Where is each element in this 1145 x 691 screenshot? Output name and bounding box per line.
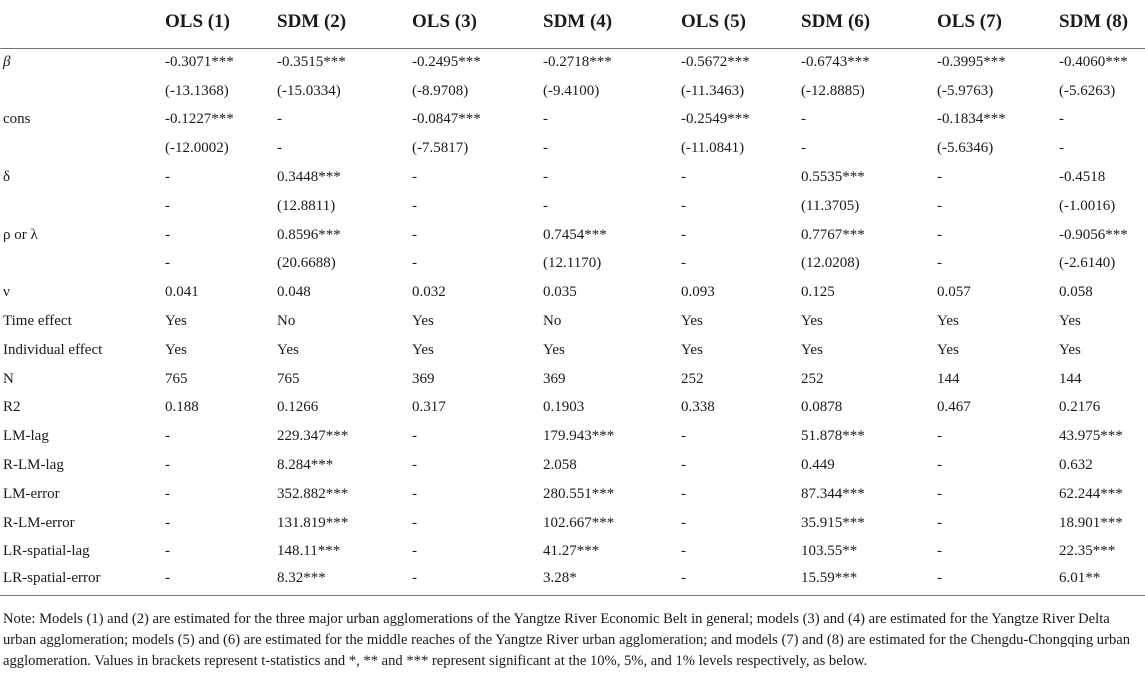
row-label: LM-lag — [3, 428, 49, 445]
table-cell: 0.1266 — [277, 399, 319, 416]
table-cell: No — [277, 313, 296, 330]
table-cell: 179.943*** — [543, 428, 615, 445]
table-cell: -0.3515*** — [277, 54, 346, 71]
table-cell: 15.59*** — [801, 570, 858, 587]
table-cell: 252 — [801, 370, 824, 387]
table-cell: - — [937, 485, 942, 502]
table-row — [0, 106, 1145, 135]
row-label: ρ or λ — [3, 226, 38, 243]
header-row — [0, 0, 1145, 48]
table-cell: 765 — [277, 370, 300, 387]
table-cell: (-1.0016) — [1059, 197, 1116, 214]
table-cell: 369 — [412, 370, 435, 387]
table-cell: 0.7767*** — [801, 226, 865, 243]
row-label: Individual effect — [3, 341, 103, 358]
table-cell: 0.632 — [1059, 457, 1093, 474]
table-cell: - — [681, 570, 686, 587]
table-cell: 3.28* — [543, 570, 577, 587]
table-cell: 41.27*** — [543, 543, 600, 560]
table-cell: - — [937, 197, 942, 214]
table-cell: 0.093 — [681, 284, 715, 301]
table-cell: 0.449 — [801, 457, 835, 474]
table-cell: 0.7454*** — [543, 226, 607, 243]
table-cell: 2.058 — [543, 457, 577, 474]
table-cell: - — [412, 514, 417, 531]
row-label: Time effect — [3, 313, 72, 330]
table-cell: - — [801, 111, 806, 128]
table-cell: - — [681, 457, 686, 474]
table-cell: 0.338 — [681, 399, 715, 416]
table-cell: 8.32*** — [277, 570, 326, 587]
table-cell: (-7.5817) — [412, 140, 469, 157]
table-row — [0, 163, 1145, 192]
table-cell: - — [165, 457, 170, 474]
row-label: R2 — [3, 399, 21, 416]
table-row — [0, 566, 1145, 595]
table-note: Note: Models (1) and (2) are estimated for the three major urban agglomerations of the Yangtze River Economic Belt in general; models (3) and (4) are estimated for the Yangtze River Delta urban agglomeration; models (5) and (6) are estimated for the middle reaches of the Yangtze River urban agglomeration; and models (7) and (8) are estimated for the Chengdu-Chongqing urban agglomeration. Values in brackets represent t-statistics and *, ** and *** represent significant at the 10%, 5%, and 1% levels respectively, as below. — [3, 611, 1131, 669]
table-cell: - — [937, 428, 942, 445]
table-row — [0, 221, 1145, 250]
table-cell: 0.032 — [412, 284, 446, 301]
table-cell: - — [277, 111, 282, 128]
table-cell: 0.048 — [277, 284, 311, 301]
row-label: R-LM-error — [3, 514, 75, 531]
table-cell: - — [165, 543, 170, 560]
table-row — [0, 250, 1145, 279]
table-body — [0, 48, 1145, 595]
table-cell: - — [681, 485, 686, 502]
header-cell-model: OLS (1) — [165, 10, 230, 32]
table-cell: -0.5672*** — [681, 54, 750, 71]
table-cell: - — [412, 457, 417, 474]
table-cell: (20.6688) — [277, 255, 336, 272]
table-cell: - — [412, 197, 417, 214]
table-cell: 0.125 — [801, 284, 835, 301]
table-row — [0, 394, 1145, 423]
table-cell: Yes — [681, 341, 703, 358]
table-cell: 144 — [937, 370, 960, 387]
table-cell: Yes — [1059, 313, 1081, 330]
table-cell: 252 — [681, 370, 704, 387]
table-cell: - — [165, 428, 170, 445]
table-row — [0, 365, 1145, 394]
table-cell: 43.975*** — [1059, 428, 1123, 445]
table-row — [0, 422, 1145, 451]
table-cell: (12.1170) — [543, 255, 602, 272]
table-cell: Yes — [937, 341, 959, 358]
table-cell: -0.2549*** — [681, 111, 750, 128]
table-cell: 280.551*** — [543, 485, 615, 502]
table-cell: 352.882*** — [277, 485, 349, 502]
table-cell: 0.058 — [1059, 284, 1093, 301]
table-cell: Yes — [681, 313, 703, 330]
table-cell: Yes — [801, 313, 823, 330]
table-cell: - — [937, 514, 942, 531]
table-cell: 131.819*** — [277, 514, 349, 531]
table-cell: Yes — [801, 341, 823, 358]
table-cell: -0.6743*** — [801, 54, 870, 71]
table-cell: 0.467 — [937, 399, 971, 416]
header-cell-model: OLS (5) — [681, 10, 746, 32]
table-cell: -0.3995*** — [937, 54, 1006, 71]
table-cell: 0.041 — [165, 284, 199, 301]
table-cell: - — [681, 197, 686, 214]
table-cell: - — [937, 255, 942, 272]
table-cell: 18.901*** — [1059, 514, 1123, 531]
table-cell: - — [165, 570, 170, 587]
table-cell: (11.3705) — [801, 197, 860, 214]
header-cell-model: SDM (4) — [543, 10, 613, 32]
table-row — [0, 538, 1145, 567]
table-cell: 62.244*** — [1059, 485, 1123, 502]
table-cell: - — [937, 570, 942, 587]
table-cell: (12.0208) — [801, 255, 860, 272]
table-cell: Yes — [165, 313, 187, 330]
table-cell: - — [412, 226, 417, 243]
row-label — [0, 134, 165, 163]
table-cell: 102.667*** — [543, 514, 615, 531]
table-row — [0, 451, 1145, 480]
table-cell: (-12.0002) — [165, 140, 229, 157]
table-cell: 35.915*** — [801, 514, 865, 531]
table-cell: 0.0878 — [801, 399, 843, 416]
row-label: R-LM-lag — [3, 457, 64, 474]
table-cell: (-12.8885) — [801, 82, 865, 99]
row-label: ν — [3, 284, 10, 301]
table-cell: (-5.6346) — [937, 140, 994, 157]
table-cell: (-5.9763) — [937, 82, 994, 99]
table-cell: - — [165, 514, 170, 531]
table-cell: No — [543, 313, 562, 330]
table-cell: - — [1059, 111, 1064, 128]
table-cell: - — [681, 226, 686, 243]
table-cell: (-13.1368) — [165, 82, 229, 99]
table-cell: -0.1227*** — [165, 111, 234, 128]
table-cell: (-11.3463) — [681, 82, 745, 99]
table-cell: 0.1903 — [543, 399, 585, 416]
table-cell: 51.878*** — [801, 428, 865, 445]
table-cell: Yes — [277, 341, 299, 358]
table-cell: - — [543, 197, 548, 214]
header-cell-stub — [0, 0, 165, 48]
table-cell: - — [165, 485, 170, 502]
table-cell: (-5.6263) — [1059, 82, 1116, 99]
table-cell: Yes — [412, 313, 434, 330]
table-header — [0, 0, 1145, 48]
table-cell: 6.01** — [1059, 570, 1101, 587]
table-row — [0, 480, 1145, 509]
header-cell-model: OLS (3) — [412, 10, 477, 32]
table-cell: -0.4060*** — [1059, 54, 1128, 71]
table-cell: 8.284*** — [277, 457, 334, 474]
table-cell: 148.11*** — [277, 543, 341, 560]
table-cell: - — [681, 169, 686, 186]
table-cell: 103.55** — [801, 543, 858, 560]
table-row — [0, 336, 1145, 365]
table-cell: - — [165, 169, 170, 186]
table-cell: - — [681, 514, 686, 531]
table-cell: - — [937, 457, 942, 474]
table-cell: - — [412, 570, 417, 587]
table-cell: (-9.4100) — [543, 82, 600, 99]
row-label: N — [3, 370, 14, 387]
table-cell: Yes — [412, 341, 434, 358]
table-cell: - — [937, 543, 942, 560]
table-cell: - — [937, 226, 942, 243]
row-label — [0, 192, 165, 221]
header-cell-model: SDM (6) — [801, 10, 871, 32]
table-cell: - — [937, 169, 942, 186]
table-cell: - — [277, 140, 282, 157]
table-cell: (-2.6140) — [1059, 255, 1116, 272]
row-label — [0, 250, 165, 279]
table-cell: 369 — [543, 370, 566, 387]
table-cell: 0.035 — [543, 284, 577, 301]
table-cell: - — [165, 226, 170, 243]
table-row — [0, 77, 1145, 106]
table-cell: Yes — [937, 313, 959, 330]
table-cell: - — [412, 428, 417, 445]
table-cell: 0.2176 — [1059, 399, 1101, 416]
table-cell: - — [543, 140, 548, 157]
row-label: δ — [3, 169, 11, 186]
row-label — [0, 77, 165, 106]
table-cell: 229.347*** — [277, 428, 349, 445]
table-cell: 0.057 — [937, 284, 971, 301]
header-cell-model: SDM (8) — [1059, 10, 1129, 32]
table-cell: (12.8811) — [277, 197, 336, 214]
table-cell: - — [543, 169, 548, 186]
table-cell: 0.8596*** — [277, 226, 341, 243]
table-cell: - — [801, 140, 806, 157]
table-cell: 0.317 — [412, 399, 446, 416]
table-cell: -0.2718*** — [543, 54, 612, 71]
table-cell: -0.1834*** — [937, 111, 1006, 128]
table-cell: -0.9056*** — [1059, 226, 1128, 243]
table-cell: Yes — [165, 341, 187, 358]
table-row — [0, 307, 1145, 336]
table-row — [0, 509, 1145, 538]
table-cell: -0.0847*** — [412, 111, 481, 128]
table-cell: - — [681, 428, 686, 445]
table-cell: Yes — [1059, 341, 1081, 358]
header-cell-model: SDM (2) — [277, 10, 347, 32]
table-cell: 144 — [1059, 370, 1082, 387]
table-cell: -0.2495*** — [412, 54, 481, 71]
table-cell: - — [681, 255, 686, 272]
row-label: LR-spatial-lag — [3, 543, 90, 560]
table-cell: 0.188 — [165, 399, 199, 416]
table-cell: 0.5535*** — [801, 169, 865, 186]
table-row — [0, 48, 1145, 77]
row-label: cons — [3, 111, 31, 128]
table-cell: - — [412, 485, 417, 502]
table-cell: 765 — [165, 370, 188, 387]
table-cell: - — [412, 543, 417, 560]
table-cell: (-8.9708) — [412, 82, 469, 99]
table-cell: (-15.0334) — [277, 82, 341, 99]
table-cell: - — [165, 255, 170, 272]
header-cell-model: OLS (7) — [937, 10, 1002, 32]
row-label: LR-spatial-error — [3, 570, 101, 587]
table-row — [0, 192, 1145, 221]
row-label: β — [3, 54, 11, 71]
table-cell: - — [165, 197, 170, 214]
table-cell: - — [681, 543, 686, 560]
table-cell: -0.4518 — [1059, 169, 1106, 186]
table-row — [0, 278, 1145, 307]
table-cell: Yes — [543, 341, 565, 358]
table-cell: - — [543, 111, 548, 128]
table-cell: (-11.0841) — [681, 140, 745, 157]
table-cell: 0.3448*** — [277, 169, 341, 186]
table-cell: - — [412, 169, 417, 186]
row-label: LM-error — [3, 485, 60, 502]
table-cell: -0.3071*** — [165, 54, 234, 71]
table-cell: 87.344*** — [801, 485, 865, 502]
table-cell: 22.35*** — [1059, 543, 1116, 560]
table-cell: - — [412, 255, 417, 272]
table-cell: - — [1059, 140, 1064, 157]
table-row — [0, 134, 1145, 163]
